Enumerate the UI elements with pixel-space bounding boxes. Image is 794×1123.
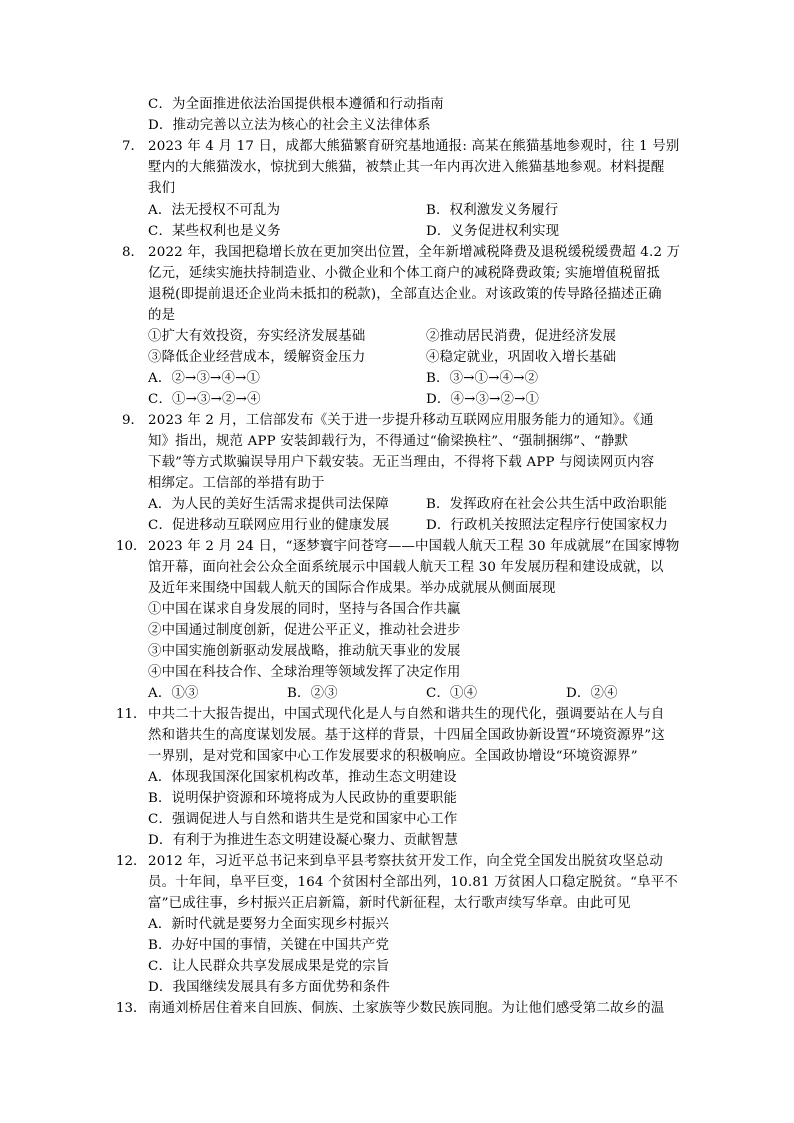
q8-item: ③降低企业经营成本，缓解资金压力 [148,350,366,365]
q7-option-a: A．法无授权不可乱为 [148,203,281,218]
q8-item: ②推动居民消费，促进经济发展 [426,329,617,344]
q6-option-c: C．为全面推进依法治国提供根本遵循和行动指南 [148,97,444,112]
q9-option-d: D．行政机关按照法定程序行使国家权力 [426,518,668,533]
q9-stem-line: 相绑定。工信部的举措有助于 [148,476,325,491]
q13-stem-line: 南通刘桥居住着来自回族、侗族、土家族等少数民族同胞。为让他们感受第二故乡的温 [148,1001,665,1016]
q8-stem-line: 亿元，延续实施扶持制造业、小微企业和个体工商户的减税降费政策; 实施增值税留抵 [148,266,661,281]
q8-stem-line: 的是 [148,308,176,323]
q12-stem-line: 员。十年间，阜平巨变，164 个贫困村全部出列，10.81 万贫困人口稳定脱贫。“阜平不 [148,875,678,890]
q11-option-d: D．有利于为推进生态文明建设凝心聚力、贡献智慧 [148,833,458,848]
q7-stem-line: 我们 [148,181,176,196]
question-number: 12． [116,854,147,869]
q10-item: ②中国通过制度创新，促进公平正义，推动社会进步 [148,623,461,638]
q8-option-b: B．③→①→④→② [426,371,539,386]
q7-option-d: D．义务促进权利实现 [426,224,560,239]
q7-stem-line: 2023 年 4 月 17 日，成都大熊猫繁育研究基地通报: 高某在熊猫基地参观时，往 1 号别 [148,139,680,154]
q10-item: ④中国在科技合作、全球治理等领域发挥了决定作用 [148,665,461,680]
q7-option-c: C．某些权利也是义务 [148,224,281,239]
question-number: 11． [116,707,147,722]
question-number: 9． [122,413,144,428]
q8-stem-line: 退税(即提前退还企业尚未抵扣的税款)，全部直达企业。对该政策的传导路径描述正确 [148,287,662,302]
q8-item: ①扩大有效投资，夯实经济发展基础 [148,329,366,344]
q11-option-a: A．体现我国深化国家机构改革，推动生态文明建设 [148,770,457,785]
q12-option-b: B．办好中国的事情，关键在中国共产党 [148,938,390,953]
q7-stem-line: 墅内的大熊猫泼水，惊扰到大熊猫，被禁止其一年内再次进入熊猫基地参观。材料提醒 [148,160,665,175]
q11-stem-line: 一界别，是对党和国家中心工作发展要求的积极响应。全国政协增设“环境资源界” [148,749,638,764]
question-number: 13． [116,1001,147,1016]
question-number: 8． [122,245,144,260]
q9-stem-line: 2023 年 2 月，工信部发布《关于进一步提升移动互联网应用服务能力的通知》。《通 [148,413,654,428]
q9-option-b: B．发挥政府在社会公共生活中政治职能 [426,497,668,512]
q10-item: ③中国实施创新驱动发展战略，推动航天事业的发展 [148,644,461,659]
q10-option-c: C．①④ [426,686,478,701]
q10-option-b: B．②③ [287,686,338,701]
q11-stem-line: 中共二十大报告提出，中国式现代化是人与自然和谐共生的现代化，强调要站在人与自 [148,707,665,722]
q9-option-a: A．为人民的美好生活需求提供司法保障 [148,497,389,512]
q11-option-b: B．说明保护资源和环境将成为人民政协的重要职能 [148,791,458,806]
q10-option-d: D．②④ [566,686,618,701]
q8-stem-line: 2022 年，我国把稳增长放在更加突出位置，全年新增减税降费及退税缓税缓费超 4.2 万 [148,245,681,260]
question-number: 7． [122,139,144,154]
q12-option-c: C．让人民群众共享发展成果是党的宗旨 [148,959,390,974]
q10-option-a: A．①③ [148,686,199,701]
q7-option-b: B．权利激发义务履行 [426,203,559,218]
q10-stem-line: 及近年来围绕中国载人航天的国际合作成果。举办成就展从侧面展现 [148,581,556,596]
q11-option-c: C．强调促进人与自然和谐共生是党和国家中心工作 [148,812,458,827]
q10-item: ①中国在谋求自身发展的同时，坚持与各国合作共赢 [148,602,461,617]
q12-stem-line: 富”已成往事，乡村振兴正启新篇，新时代新征程，太行歌声续写华章。由此可见 [148,896,631,911]
q8-option-a: A．②→③→④→① [148,371,261,386]
q9-stem-line: 知》指出，规范 APP 安装卸载行为，不得通过“偷梁换柱”、“强制捆绑”、“静默 [148,434,629,449]
q9-stem-line: 下载”等方式欺骗误导用户下载安装。无正当理由，不得将下载 APP 与阅读网页内容 [148,455,655,470]
q12-stem-line: 2012 年，习近平总书记来到阜平县考察扶贫开发工作，向全党全国发出脱贫攻坚总动 [148,854,664,869]
q8-item: ④稳定就业，巩固收入增长基础 [426,350,617,365]
q10-stem-line: 馆开幕，面向社会公众全面系统展示中国载人航天工程 30 年发展历程和建设成就，以 [148,560,664,575]
q11-stem-line: 然和谐共生的高度谋划发展。基于这样的背景，十四届全国政协新设置“环境资源界”这 [148,728,665,743]
q8-option-c: C．①→③→②→④ [148,392,261,407]
q8-option-d: D．④→③→②→① [426,392,540,407]
question-number: 10． [116,539,147,554]
q12-option-d: D．我国继续发展具有多方面优势和条件 [148,980,390,995]
q9-option-c: C．促进移动互联网应用行业的健康发展 [148,518,390,533]
q6-option-d: D．推动完善以立法为核心的社会主义法律体系 [148,118,431,133]
q12-option-a: A．新时代就是要努力全面实现乡村振兴 [148,917,389,932]
q10-stem-line: 2023 年 2 月 24 日，“逐梦寰宇问苍穹——中国载人航天工程 30 年成就展”在国家博物 [148,539,680,554]
